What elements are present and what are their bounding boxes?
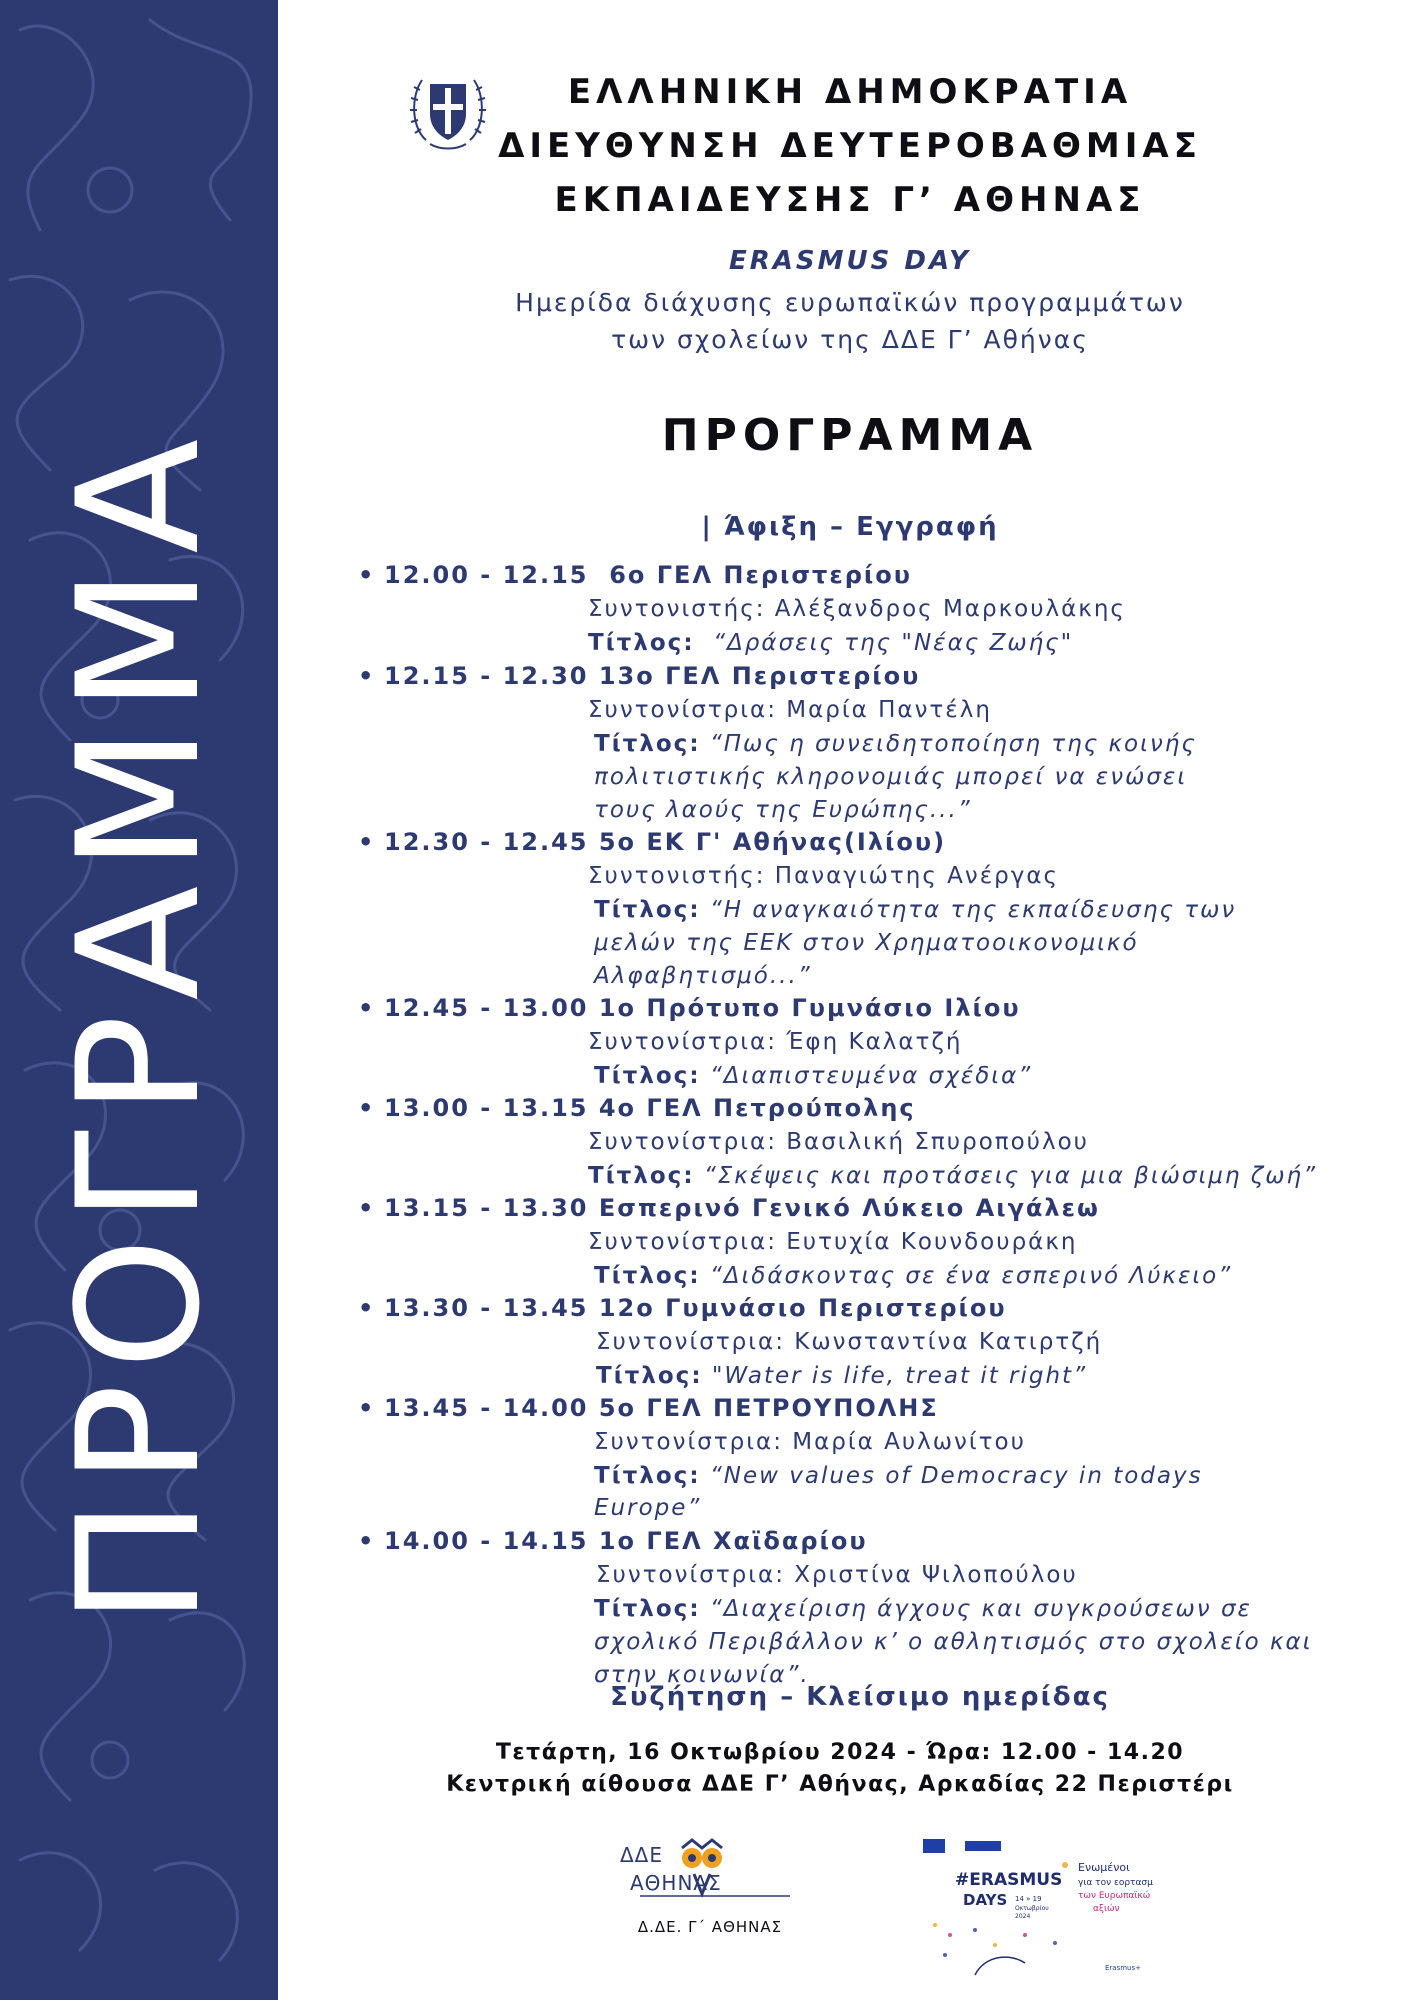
event-location: Κεντρική αίθουσα ΔΔΕ Γ’ Αθήνας, Αρκαδίας 22 Περιστέρι [446, 1772, 1234, 1797]
session-title [594, 1596, 1252, 1622]
header-line-1: ΕΛΛΗΝΙΚΗ ΔΗΜΟΚΡΑΤΙΑ [567, 72, 1133, 112]
session-title-continued [594, 963, 812, 989]
title-label: Τίτλος: [594, 897, 701, 923]
header-line-3: ΕΚΠΑΙΔΕΥΣΗΣ Γ’ ΑΘΗΝΑΣ [554, 180, 1146, 220]
dde-logo-text-bottom: ΑΘΗΝΑΣ [630, 1871, 722, 1895]
title-label: Τίτλος: [594, 1596, 701, 1622]
erasmus-slogan-1: Ενωμένοι [1078, 1861, 1130, 1874]
event-name: ERASMUS DAY [729, 246, 971, 276]
session-header [358, 561, 912, 589]
session-title [594, 1063, 1032, 1089]
session-title-continued [594, 764, 1187, 790]
session-time: 12.45 - 13.00 [384, 994, 589, 1022]
session-school: 13ο ΓΕΛ Περιστερίου [598, 662, 921, 690]
title-text: "Water is life, treat it right” [711, 1363, 1087, 1389]
session-title-continued [594, 797, 972, 823]
event-date-time: Τετάρτη, 16 Οκτωβρίου 2024 - Ώρα: 12.00 - 14.20 [495, 1740, 1185, 1765]
erasmus-slogan-2: για τον εορτασμ [1078, 1878, 1153, 1888]
sidebar-banner [0, 0, 278, 2000]
session-header [358, 662, 920, 690]
session-title [594, 897, 1236, 923]
erasmus-days-logo [915, 1835, 1165, 1980]
dde-logo-text-top: ΔΔΕ [620, 1843, 663, 1867]
session-header [358, 1294, 1007, 1322]
session-title-continued [594, 930, 1139, 956]
title-label: Τίτλος: [594, 731, 701, 757]
session-coordinator: Συντονιστής: Παναγιώτης Ανέργας [588, 863, 1060, 889]
title-text: τους λαούς της Ευρώπης...” [594, 797, 972, 823]
session-time: 13.45 - 14.00 [384, 1394, 589, 1422]
session-coordinator: Συντονίστρια: Ευτυχία Κουνδουράκη [588, 1229, 1078, 1255]
title-text: “Δράσεις της "Νέας Ζωής" [713, 630, 1074, 656]
bullet-icon: • [358, 828, 376, 856]
session-header [358, 1527, 868, 1555]
session-header [358, 994, 1021, 1022]
erasmus-plus-brand: Erasmus+ [1105, 1964, 1142, 1972]
title-label: Τίτλος: [594, 1063, 701, 1089]
title-text: “Διαχείριση άγχους και συγκρούσεων σε [709, 1596, 1252, 1622]
session-school: 1ο ΓΕΛ Χαϊδαρίου [598, 1527, 868, 1555]
session-time: 14.00 - 14.15 [384, 1527, 589, 1555]
session-title-continued [594, 1495, 701, 1521]
title-text: σχολικό Περιβάλλον κ’ ο αθλητισμός στο σχολείο και [594, 1629, 1313, 1655]
title-label: Τίτλος: [594, 1263, 701, 1289]
bullet-icon: • [358, 662, 376, 690]
session-title [594, 1463, 1203, 1489]
session-header [358, 1094, 916, 1122]
dde-caption: Δ.ΔΕ. Γ΄ ΑΘΗΝΑΣ [637, 1918, 783, 1936]
erasmus-slogan-4: αξιών [1093, 1904, 1120, 1914]
arrival-registration: | Άφιξη – Εγγραφή [701, 512, 999, 542]
erasmus-dates: 14 » 19 [1015, 1895, 1042, 1903]
session-title [588, 1163, 1317, 1189]
session-school: 5ο ΓΕΛ ΠΕΤΡΟΥΠΟΛΗΣ [598, 1394, 939, 1422]
title-label: Τίτλος: [588, 1163, 695, 1189]
title-label: Τίτλος: [588, 630, 695, 656]
title-text: Europe” [594, 1495, 702, 1521]
session-title [594, 731, 1197, 757]
session-header [358, 828, 946, 856]
session-school: 5ο ΕΚ Γ' Αθήνας(Ιλίου) [598, 828, 947, 856]
bullet-icon: • [358, 561, 376, 589]
session-title [594, 1263, 1232, 1289]
session-school: 1ο Πρότυπο Γυμνάσιο Ιλίου [598, 994, 1021, 1022]
bullet-icon: • [358, 1294, 376, 1322]
bullet-icon: • [358, 1394, 376, 1422]
session-coordinator: Συντονίστρια: Χριστίνα Ψιλοπούλου [596, 1562, 1078, 1588]
title-text: στην κοινωνία”. [594, 1662, 810, 1688]
title-text: “Η αναγκαιότητα της εκπαίδευσης των [709, 897, 1237, 923]
session-school: 6ο ΓΕΛ Περιστερίου [609, 561, 912, 589]
session-time: 13.00 - 13.15 [384, 1094, 589, 1122]
bullet-icon: • [358, 1194, 376, 1222]
session-title [596, 1363, 1087, 1389]
program-title: ΠΡΟΓΡΑΜΜΑ [661, 410, 1039, 461]
title-label: Τίτλος: [596, 1363, 703, 1389]
session-coordinator: Συντονίστρια: Μαρία Αυλωνίτου [594, 1429, 1026, 1455]
bullet-icon: • [358, 994, 376, 1022]
session-coordinator: Συντονίστρια: Κωνσταντίνα Κατιρτζή [596, 1329, 1103, 1355]
session-coordinator: Συντονίστρια: Μαρία Παντέλη [588, 697, 992, 723]
session-coordinator: Συντονιστής: Αλέξανδρος Μαρκουλάκης [588, 596, 1126, 622]
title-text: “Σκέψεις και προτάσεις για μια βιώσιμη ζωή” [703, 1163, 1318, 1189]
session-time: 13.30 - 13.45 [384, 1294, 589, 1322]
session-header [358, 1394, 939, 1422]
erasmus-year: 2024 [1015, 1913, 1031, 1920]
greek-coat-of-arms-icon [408, 68, 488, 152]
erasmus-slogan-3: των Ευρωπαϊκώ [1078, 1891, 1151, 1901]
session-time: 12.15 - 12.30 [384, 662, 589, 690]
session-title-continued [594, 1629, 1312, 1655]
title-text: “Πως η συνειδητοποίηση της κοινής [709, 731, 1197, 757]
header-line-2: ΔΙΕΥΘΥΝΣΗ ΔΕΥΤΕΡΟΒΑΘΜΙΑΣ [498, 126, 1202, 166]
bullet-icon: • [358, 1094, 376, 1122]
session-school: 4ο ΓΕΛ Πετρούπολης [598, 1094, 916, 1122]
session-coordinator: Συντονίστρια: Βασιλική Σπυροπούλου [588, 1129, 1089, 1155]
title-text: “Διαπιστευμένα σχέδια” [709, 1063, 1033, 1089]
title-text: Αλφαβητισμό...” [594, 963, 812, 989]
bullet-icon: • [358, 1527, 376, 1555]
session-time: 13.15 - 13.30 [384, 1194, 589, 1222]
session-header [358, 1194, 1100, 1222]
event-subtitle-1: Ημερίδα διάχυσης ευρωπαϊκών προγραμμάτων [515, 288, 1185, 317]
title-text: “New values of Democracy in todays [709, 1463, 1203, 1489]
session-school: 12ο Γυμνάσιο Περιστερίου [598, 1294, 1007, 1322]
title-text: “Διδάσκοντας σε ένα εσπερινό Λύκειο” [709, 1263, 1233, 1289]
session-time: 12.00 - 12.15 [384, 561, 589, 589]
eu-flag-icon [923, 1839, 945, 1853]
title-text: πολιτιστικής κληρονομιάς μπορεί να ενώσει [594, 764, 1188, 790]
session-coordinator: Συντονίστρια: Έφη Καλατζή [588, 1029, 963, 1055]
title-label: Τίτλος: [594, 1463, 701, 1489]
erasmus-month: Οκτωβρίου [1015, 1905, 1049, 1912]
title-text: μελών της ΕΕΚ στον Χρηματοοικονομικό [594, 930, 1139, 956]
event-subtitle-2: των σχολείων της ΔΔΕ Γ’ Αθήνας [611, 325, 1089, 354]
closing-discussion: Συζήτηση – Κλείσιμο ημερίδας [610, 1682, 1110, 1712]
session-time: 12.30 - 12.45 [384, 828, 589, 856]
erasmus-hashtag: #ERASMUS [955, 1870, 1063, 1890]
session-title [588, 630, 1073, 656]
session-school: Εσπερινό Γενικό Λύκειο Αιγάλεω [598, 1194, 1100, 1222]
sidebar-title: ΠΡΟΓΡΑΜΜΑ [41, 424, 237, 1626]
erasmus-days-word: DAYS [963, 1891, 1008, 1909]
